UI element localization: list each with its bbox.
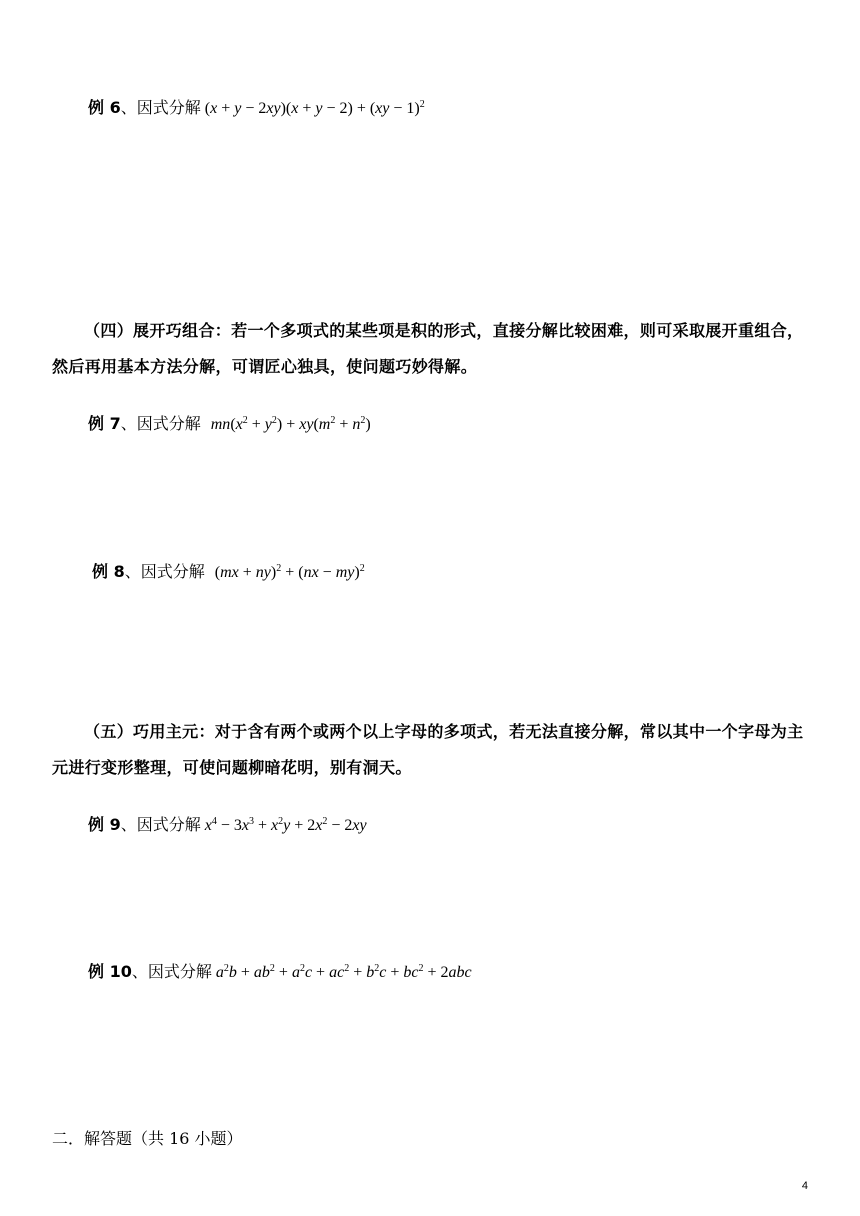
example-7-formula: $mn(x^2 + y^2) + xy(m^2 + n^2)$ xyxy=(210,415,371,433)
example-7-text: 因式分解 xyxy=(136,414,201,433)
example-9-label: 例 9 xyxy=(88,815,121,834)
example-10: 例 10、因式分解 $a^2b + ab^2 + a^2c + ac^2 + b^2c + bc^2 + 2abc$ xyxy=(88,962,472,981)
section-4-heading: （四）展开巧组合： xyxy=(84,321,232,340)
example-8-formula: (mx + ny)$^2$ + (nx − my)$^2$ xyxy=(214,563,365,581)
section-5-heading: （五）巧用主元： xyxy=(84,722,215,741)
example-7: 例 7、因式分解 $mn(x^2 + y^2) + xy(m^2 + n^2)$ xyxy=(88,414,371,433)
page-number: 4 xyxy=(801,1180,808,1192)
example-8-text: 因式分解 xyxy=(140,562,205,581)
section-4-paragraph xyxy=(52,313,812,385)
section-5-paragraph xyxy=(52,714,812,786)
example-8-label: 例 8 xyxy=(92,562,125,581)
example-6-label: 例 6 xyxy=(88,98,121,117)
example-7-label: 例 7 xyxy=(88,414,121,433)
example-6-formula: (x + y − 2xy)(x + y − 2) + (xy − 1)$^2$ xyxy=(204,99,425,117)
section-5-body: 对于含有两个或两个以上字母的多项式，若无法直接分解，常以其中一个字母为主元进行变形整理，可使问题柳暗花明，别有洞天。 xyxy=(52,722,804,777)
section-2-title: 二．解答题（共 16 小题） xyxy=(52,1129,243,1148)
example-6-text: 因式分解 xyxy=(136,98,201,117)
example-8: 例 8、因式分解 (mx + ny)$^2$ + (nx − my)$^2$ xyxy=(92,562,365,581)
section-4-body: 若一个多项式的某些项是积的形式，直接分解比较困难，则可采取展开重组合，然后再用基本方法分解，可谓匠心独具，使问题巧妙得解。 xyxy=(52,321,804,376)
example-10-label: 例 10 xyxy=(88,962,132,981)
example-9-formula: $x^4 - 3x^3 + x^2y + 2x^2 - 2xy$ xyxy=(204,816,367,834)
example-10-text: 因式分解 xyxy=(147,962,212,981)
example-10-formula: $a^2b + ab^2 + a^2c + ac^2 + b^2c + bc^2 + 2abc$ xyxy=(215,963,472,981)
example-9: 例 9、因式分解 $x^4 - 3x^3 + x^2y + 2x^2 - 2xy$ xyxy=(88,815,367,834)
example-9-text: 因式分解 xyxy=(136,815,201,834)
example-6: 例 6、因式分解 (x + y − 2xy)(x + y − 2) + (xy − 1)$^2$ xyxy=(88,98,425,117)
